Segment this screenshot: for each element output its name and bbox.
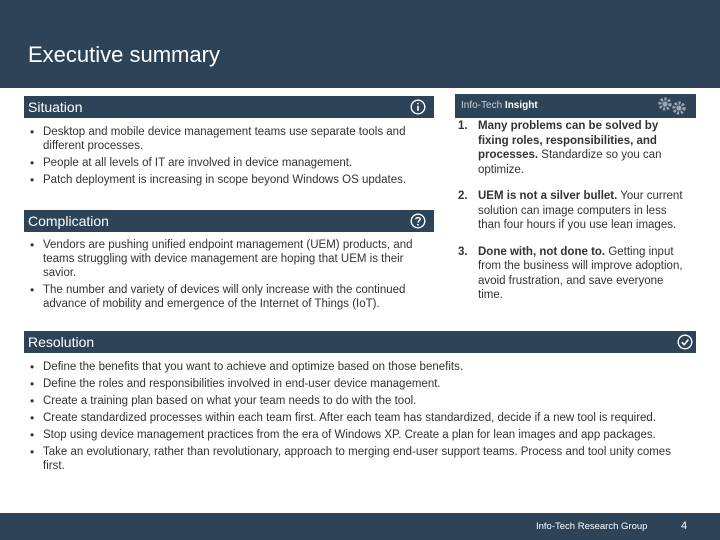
gears-icon [655, 94, 691, 118]
checkmark-icon [677, 334, 693, 350]
insight-label: Info-Tech Insight [461, 100, 538, 111]
situation-heading: Situation [28, 99, 83, 115]
list-item: • Vendors are pushing unified endpoint management (UEM) products, and teams struggling with device management are hoping that UEM is their savior. [28, 238, 433, 280]
situation-list [28, 125, 428, 190]
list-item: • Create standardized processes within each team first. After each team has standardized, decide if a new tool is required. [28, 411, 693, 425]
insight-list [458, 119, 690, 315]
insight-item: 1. Many problems can be solved by fixing roles, responsibilities, and processes. Standardize so you can optimize. [458, 120, 662, 176]
list-item: • People at all levels of IT are involved in device management. [28, 156, 428, 170]
situation-header [24, 96, 434, 118]
footer-org: Info-Tech Research Group [536, 521, 648, 532]
complication-heading: Complication [28, 213, 109, 229]
footer-bar [0, 513, 720, 540]
question-icon [410, 213, 426, 229]
list-item: • Take an evolutionary, rather than revolutionary, approach to merging end-user support teams. Process and tool unity comes first. [28, 445, 693, 473]
header-banner [0, 0, 720, 88]
complication-list [28, 238, 433, 314]
list-item: • Define the benefits that you want to achieve and optimize based on those benefits. [28, 360, 693, 374]
complication-header [24, 210, 434, 232]
list-item: • Define the roles and responsibilities involved in end-user device management. [28, 377, 693, 391]
insight-item: 2. UEM is not a silver bullet. Your current solution can image computers in less than four hours if you use lean images. [458, 190, 683, 231]
resolution-list [28, 360, 693, 476]
page-number: 4 [681, 520, 688, 532]
info-icon [410, 99, 426, 115]
list-item: • The number and variety of devices will only increase with the continued advance of mobility and emergence of the Internet of Things (IoT). [28, 283, 433, 311]
insight-item: 3. Done with, not done to. Getting input from the business will improve adoption, avoid frustration, and save everyone time. [458, 245, 683, 301]
insight-header [455, 94, 696, 118]
list-item: • Patch deployment is increasing in scope beyond Windows OS updates. [28, 173, 428, 187]
resolution-heading: Resolution [28, 334, 95, 350]
list-item: • Create a training plan based on what your team needs to do with the tool. [28, 394, 693, 408]
list-item: • Desktop and mobile device management teams use separate tools and different processes. [28, 125, 428, 153]
list-item: • Stop using device management practices from the era of Windows XP. Create a plan for lean images and app packages. [28, 428, 693, 442]
resolution-header [24, 331, 696, 353]
page-title: Executive summary [28, 42, 220, 67]
